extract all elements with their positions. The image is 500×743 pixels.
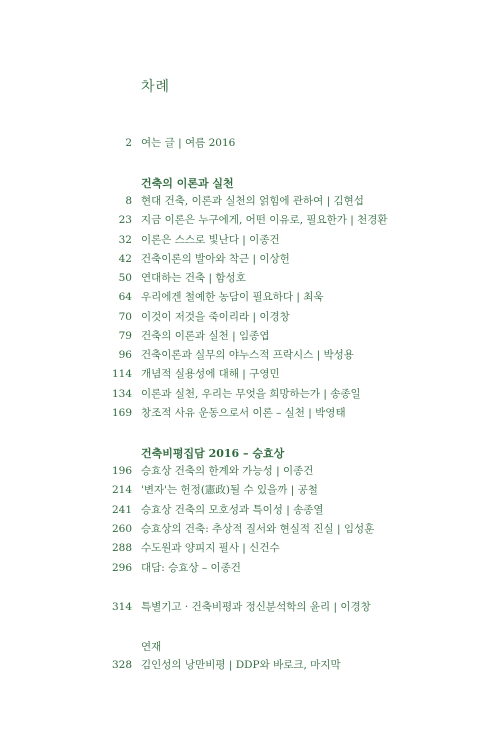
- entry-text: 승효상 건축의 한계와 가능성 | 이종건: [141, 465, 314, 477]
- page-number: 214: [111, 484, 132, 496]
- entry-text: 건축의 이론과 실천 | 임종엽: [141, 330, 270, 342]
- entry-text: 수도원과 양피지 필사 | 신건수: [141, 542, 280, 554]
- page-number: 79: [118, 330, 132, 342]
- page-number: 2: [125, 137, 132, 149]
- page-number: 114: [111, 368, 132, 380]
- page-number: 134: [111, 388, 132, 400]
- page-number: 314: [111, 601, 132, 613]
- entry-text: 특별기고 · 건축비평과 정신분석학의 윤리 | 이경창: [141, 601, 371, 613]
- section-heading-criticism-2016: 건축비평집담 2016 – 승효상: [141, 447, 285, 460]
- entry-text: '변자'는 헌정(憲政)될 수 있을까 | 공철: [141, 484, 318, 496]
- section-heading-series: 연재: [141, 641, 162, 653]
- page-number: 32: [118, 234, 132, 246]
- entry-text: 이론은 스스로 빛난다 | 이종건: [141, 234, 280, 246]
- entry-text: 우리에겐 철예한 농담이 필요하다 | 최욱: [141, 291, 324, 303]
- page-number: 288: [111, 542, 132, 554]
- page-number: 42: [118, 253, 132, 265]
- entry-text: 현대 건축, 이론과 실천의 얽힘에 관하여 | 김현섭: [141, 195, 364, 207]
- page-number: 296: [111, 562, 132, 574]
- section-heading-theory-practice: 건축의 이론과 실천: [141, 177, 234, 190]
- entry-text: 건축이론의 발아와 착근 | 이상헌: [141, 253, 290, 265]
- page-number: 328: [111, 659, 132, 671]
- page-number: 64: [118, 291, 132, 303]
- entry-text: 승효상의 건축: 추상적 질서와 현실적 진실 | 임성훈: [141, 523, 375, 535]
- entry-text: 이것이 저것을 죽이리라 | 이경창: [141, 311, 290, 323]
- page-number: 241: [111, 504, 132, 516]
- page-number: 50: [118, 272, 132, 284]
- entry-text: 개념적 실용성에 대해 | 구영민: [141, 368, 280, 380]
- page-number: 169: [111, 407, 132, 419]
- entry-text: 지금 이론은 누구에게, 어떤 이유로, 필요한가 | 천경환: [141, 214, 388, 226]
- entry-text: 여는 글 | 여름 2016: [141, 137, 236, 149]
- entry-text: 김인성의 낭만비평 | DDP와 바로크, 마지막: [141, 659, 341, 671]
- page-number: 8: [125, 195, 132, 207]
- entry-text: 연대하는 건축 | 함성호: [141, 272, 246, 284]
- entry-text: 창조적 사유 운동으로서 이론 – 실천 | 박영태: [141, 407, 346, 419]
- entry-text: 승효상 건축의 모호성과 특이성 | 송종열: [141, 504, 324, 516]
- entry-text: 건축이론과 실무의 야누스적 프락시스 | 박성용: [141, 349, 354, 361]
- page-number: 23: [118, 214, 132, 226]
- page-number: 260: [111, 523, 132, 535]
- page-number: 96: [118, 349, 132, 361]
- entry-text: 대담: 승효상 – 이종건: [141, 562, 241, 574]
- page-number: 196: [111, 465, 132, 477]
- entry-text: 이론과 실천, 우리는 무엇을 희망하는가 | 송종일: [141, 388, 361, 400]
- page-number: 70: [118, 311, 132, 323]
- page-title: 차례: [141, 79, 171, 95]
